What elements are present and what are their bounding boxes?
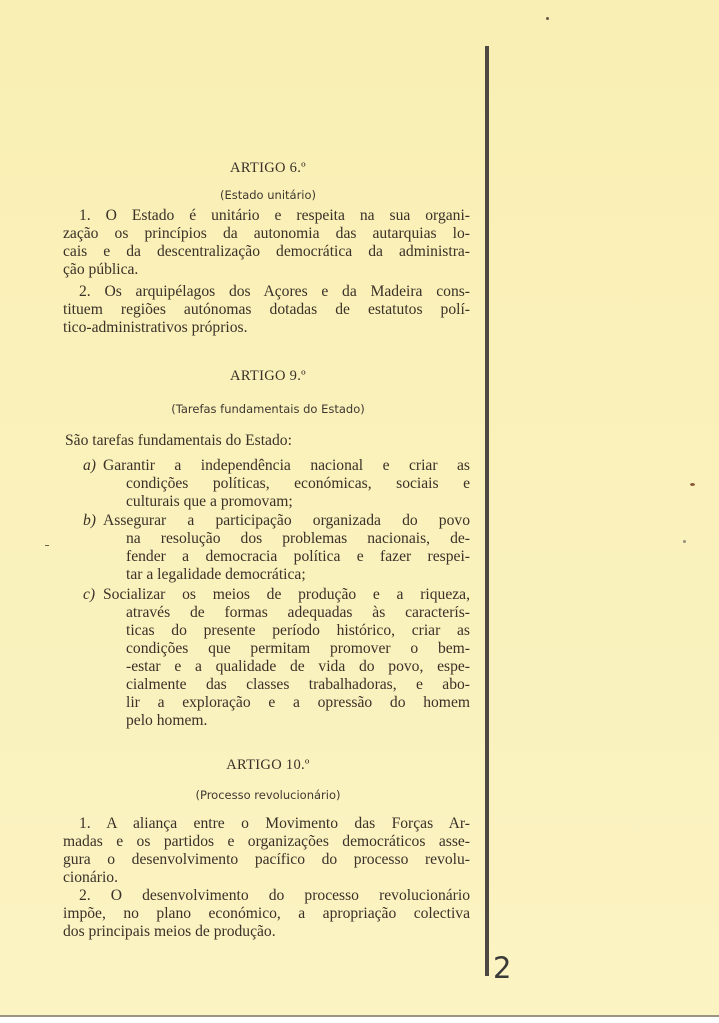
text-line: cionário. xyxy=(63,869,118,886)
text-line: -estar e a qualidade de vida do povo, espe- xyxy=(126,658,470,675)
text-line: condições políticas, económicas, sociais e xyxy=(126,475,470,492)
text-line: lir a exploração e a opressão do homem xyxy=(126,694,470,711)
list-item-label: a) xyxy=(83,457,96,474)
text-line: 2. O desenvolvimento do processo revolucionário xyxy=(79,887,470,904)
article-title: ARTIGO 6.º xyxy=(230,160,306,176)
text-line: cais e da descentralização democrática da administra- xyxy=(63,243,470,260)
text-line: ção pública. xyxy=(63,261,139,278)
text-line: gura o desenvolvimento pacífico do processo revolu- xyxy=(63,851,470,868)
text-line: tituem regiões autónomas dotadas de estatutos polí- xyxy=(63,301,470,318)
text-line: 1. O Estado é unitário e respeita na sua organi- xyxy=(79,207,470,224)
text-line: 2. Os arquipélagos dos Açores e da Madeira cons- xyxy=(79,283,470,300)
text-line: Socializar os meios de produção e a riqueza, xyxy=(103,586,470,603)
article-subtitle: (Tarefas fundamentais do Estado) xyxy=(171,402,365,416)
text-line: ticas do presente período histórico, criar as xyxy=(126,622,470,639)
text-line: madas e os partidos e organizações democráticos asse- xyxy=(63,833,470,850)
article-title: ARTIGO 9.º xyxy=(230,368,306,384)
text-line: tico-administrativos próprios. xyxy=(63,319,248,336)
text-line: São tarefas fundamentais do Estado: xyxy=(65,432,292,449)
text-line: na resolução dos problemas nacionais, de- xyxy=(126,530,470,547)
article-subtitle: (Processo revolucionário) xyxy=(195,788,341,802)
page-edge xyxy=(0,1015,719,1017)
list-item-label: c) xyxy=(83,586,96,603)
text-line: condições que permitam promover o bem- xyxy=(126,640,470,657)
text-line: zação os princípios da autonomia das autarquias lo- xyxy=(63,225,470,242)
text-line: impõe, no plano económico, a apropriação colectiva xyxy=(63,905,470,922)
text-line: fender a democracia política e fazer respei- xyxy=(126,548,470,565)
text-line: pelo homem. xyxy=(126,712,208,729)
article-paragraph xyxy=(63,207,470,279)
text-line: através de formas adequadas às caracterís- xyxy=(126,604,470,621)
article-paragraph xyxy=(63,815,470,887)
article-paragraph xyxy=(63,887,470,941)
paper-speck xyxy=(45,545,49,546)
text-line: dos principais meios de produção. xyxy=(63,923,276,940)
text-line: tar a legalidade democrática; xyxy=(126,566,306,583)
margin-rule xyxy=(485,46,489,976)
article-title: ARTIGO 10.º xyxy=(226,757,310,773)
paper-speck xyxy=(546,17,549,20)
page-number: 2 xyxy=(493,951,512,985)
list-item-label: b) xyxy=(83,512,96,529)
text-line: culturais que a promovam; xyxy=(126,493,293,510)
article-paragraph xyxy=(63,283,470,337)
text-line: Garantir a independência nacional e criar as xyxy=(103,457,470,474)
text-line: Assegurar a participação organizada do povo xyxy=(103,512,470,529)
article-subtitle: (Estado unitário) xyxy=(219,188,317,202)
paper-speck xyxy=(690,483,695,486)
text-line: cialmente das classes trabalhadoras, e abo- xyxy=(126,676,470,693)
paper-speck xyxy=(683,540,686,543)
text-line: 1. A aliança entre o Movimento das Forças Ar- xyxy=(79,815,470,832)
article-intro xyxy=(63,432,470,450)
